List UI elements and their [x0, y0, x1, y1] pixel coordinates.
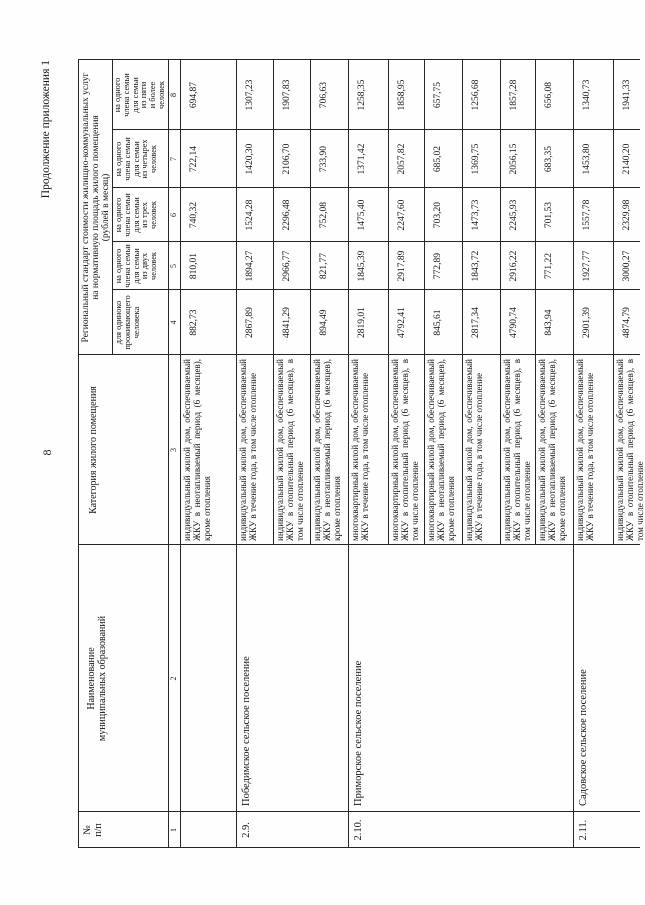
- housing-category: индивидуальный жилой дом, обеспечиваемый ЖКУ в течение года, в том числе отопление: [575, 359, 595, 541]
- header-regional-standard: Региональный стандарт стоимости жилищно-коммунальных услуг на нормативную площадь жилого помещения (рублей в месяц): [81, 72, 111, 343]
- table-grid-line: [424, 60, 425, 545]
- value-col-5: 1845,39: [357, 250, 367, 282]
- value-col-4: 2819,01: [357, 307, 367, 338]
- column-number: 5: [169, 264, 178, 268]
- table-grid-line: [613, 60, 614, 545]
- value-col-5: 1843,72: [471, 250, 481, 282]
- value-col-5: 2966,77: [282, 250, 292, 282]
- table-grid-line: [535, 60, 536, 545]
- value-col-7: 1420,30: [245, 143, 255, 175]
- value-col-8: 657,75: [433, 81, 443, 109]
- value-col-6: 2296,48: [282, 199, 292, 231]
- housing-category: индивидуальный жилой дом, обеспечиваемый ЖКУ в неотапливаемый период (6 месяцев), кроме отопления: [182, 359, 212, 541]
- table-grid-line: [348, 60, 349, 848]
- column-number: 8: [169, 93, 178, 97]
- value-col-8: 1258,35: [357, 79, 367, 111]
- housing-category: многоквартирный жилой дом, обеспечиваемый ЖКУ в неотапливаемый период (6 месяцев), кроме отопления: [426, 359, 456, 541]
- value-col-8: 1858,95: [397, 79, 407, 111]
- value-col-6: 701,53: [544, 201, 554, 229]
- value-col-6: 752,08: [319, 201, 329, 229]
- value-col-7: 1369,75: [471, 143, 481, 175]
- value-col-4: 2867,89: [245, 307, 255, 338]
- value-col-5: 2916,22: [509, 250, 519, 282]
- column-number: 7: [169, 157, 178, 161]
- value-col-7: 733,90: [319, 145, 329, 173]
- value-col-6: 1524,28: [245, 199, 255, 231]
- municipality-name: Садовское сельское поселение: [578, 669, 589, 806]
- value-col-5: 772,89: [433, 252, 443, 280]
- value-col-8: 1340,73: [582, 79, 592, 111]
- value-col-7: 2056,15: [509, 143, 519, 175]
- column-number: 3: [169, 448, 178, 452]
- value-col-8: 1907,83: [282, 79, 292, 111]
- value-col-8: 1256,68: [471, 79, 481, 111]
- header-municipality: Наименование муниципальных образований: [86, 615, 108, 742]
- column-number: 1: [169, 828, 178, 832]
- value-col-6: 2245,93: [509, 199, 519, 231]
- value-col-5: 1894,27: [245, 250, 255, 282]
- value-col-6: 1473,73: [471, 199, 481, 231]
- value-col-5: 821,77: [319, 252, 329, 280]
- housing-category: индивидуальный жилой дом, обеспечиваемый ЖКУ в отопительный период (6 месяцев), в том числе отопление: [615, 359, 645, 541]
- housing-category: многоквартирный жилой дом, обеспечиваемый ЖКУ в отопительный период (6 месяцев), в том числе отопление: [390, 359, 420, 541]
- municipality-name: Победимское сельское поселение: [241, 656, 252, 806]
- value-col-5: 2917,89: [397, 250, 407, 282]
- value-col-7: 722,14: [189, 145, 199, 173]
- table-grid-line: [388, 60, 389, 545]
- value-col-7: 2057,82: [397, 143, 407, 175]
- header-family-of-four: на одного члена семьи для семьи из четырех человек: [114, 137, 159, 181]
- value-col-7: 2106,70: [282, 143, 292, 175]
- housing-category: индивидуальный жилой дом, обеспечиваемый ЖКУ в неотапливаемый период (6 месяцев), кроме отопления: [537, 359, 567, 541]
- table-grid-line: [310, 60, 311, 545]
- value-col-7: 1453,80: [582, 143, 592, 175]
- value-col-4: 4790,74: [509, 307, 519, 338]
- header-housing-category: Категория жилого помещения: [88, 386, 99, 514]
- value-col-6: 1475,40: [357, 199, 367, 231]
- value-col-4: 2901,39: [582, 307, 592, 338]
- value-col-8: 1941,33: [622, 79, 632, 111]
- header-family-of-three: на одного члена семьи для семьи из трех человек: [114, 193, 159, 237]
- table-grid-line: [462, 60, 463, 545]
- value-col-6: 1557,78: [582, 199, 592, 231]
- value-col-5: 1927,77: [582, 250, 592, 282]
- table-grid-line: [573, 60, 574, 848]
- column-number: 2: [169, 676, 178, 681]
- value-col-4: 4841,29: [282, 307, 292, 338]
- row-number: 2.10.: [353, 819, 364, 841]
- value-col-8: 1857,28: [509, 79, 519, 111]
- row-number: 2.11.: [578, 819, 589, 841]
- value-col-6: 740,32: [189, 201, 199, 229]
- value-col-7: 685,02: [433, 145, 443, 173]
- value-col-4: 4792,41: [397, 307, 407, 338]
- value-col-6: 2247,60: [397, 199, 407, 231]
- value-col-8: 706,63: [319, 81, 329, 109]
- header-family-of-two: на одного члена семьи для семьи из двух человек: [114, 244, 159, 288]
- value-col-5: 771,22: [544, 252, 554, 280]
- value-col-4: 843,94: [544, 309, 554, 336]
- municipality-name: Приморское сельское поселение: [353, 660, 364, 806]
- header-row-number: № п/п: [82, 823, 104, 837]
- housing-category: индивидуальный жилой дом, обеспечиваемый ЖКУ в неотапливаемый период (6 месяцев), кроме отопления: [312, 359, 342, 541]
- header-single-person: для одиноко проживающего человека: [114, 295, 141, 350]
- value-col-5: 810,01: [189, 252, 199, 280]
- housing-category: многоквартирный жилой дом, обеспечиваемый ЖКУ в течение года, в том числе отопление: [350, 359, 370, 541]
- housing-category: индивидуальный жилой дом, обеспечиваемый ЖКУ в отопительный период (6 месяцев), в том числе отопление: [502, 359, 532, 541]
- value-col-4: 2817,34: [471, 307, 481, 338]
- value-col-8: 694,87: [189, 81, 199, 109]
- table-grid-line: [236, 60, 237, 848]
- column-number: 4: [169, 320, 178, 325]
- column-number: 6: [169, 213, 178, 217]
- header-family-of-five-plus: на одного члена семьи для семьи из пяти и более человек: [113, 73, 166, 117]
- value-col-5: 3000,27: [622, 250, 632, 282]
- table-grid-line: [78, 544, 640, 545]
- value-col-4: 845,61: [433, 309, 443, 336]
- value-col-7: 2140,20: [622, 143, 632, 175]
- value-col-4: 4874,79: [622, 307, 632, 338]
- housing-category: индивидуальный жилой дом, обеспечиваемый ЖКУ в течение года, в том числе отопление: [464, 359, 484, 541]
- value-col-8: 1307,23: [245, 79, 255, 111]
- table-grid-line: [78, 60, 79, 848]
- page-number: 8: [40, 449, 54, 456]
- table-grid-line: [500, 60, 501, 545]
- housing-category: индивидуальный жилой дом, обеспечиваемый ЖКУ в течение года, в том числе отопление: [238, 359, 258, 541]
- housing-category: индивидуальный жилой дом, обеспечиваемый ЖКУ в отопительный период (6 месяцев), в том числе отопление: [275, 359, 305, 541]
- table-grid-line: [273, 60, 274, 545]
- value-col-6: 703,20: [433, 201, 443, 229]
- value-col-6: 2329,98: [622, 199, 632, 231]
- value-col-4: 882,73: [189, 309, 199, 336]
- value-col-7: 1371,42: [357, 143, 367, 175]
- table-grid-line: [180, 60, 181, 848]
- row-number: 2.9.: [241, 822, 252, 838]
- value-col-7: 683,35: [544, 145, 554, 173]
- continuation-heading: Продолжение приложения 1: [40, 60, 52, 199]
- value-col-4: 894,49: [319, 309, 329, 336]
- value-col-8: 656,08: [544, 81, 554, 109]
